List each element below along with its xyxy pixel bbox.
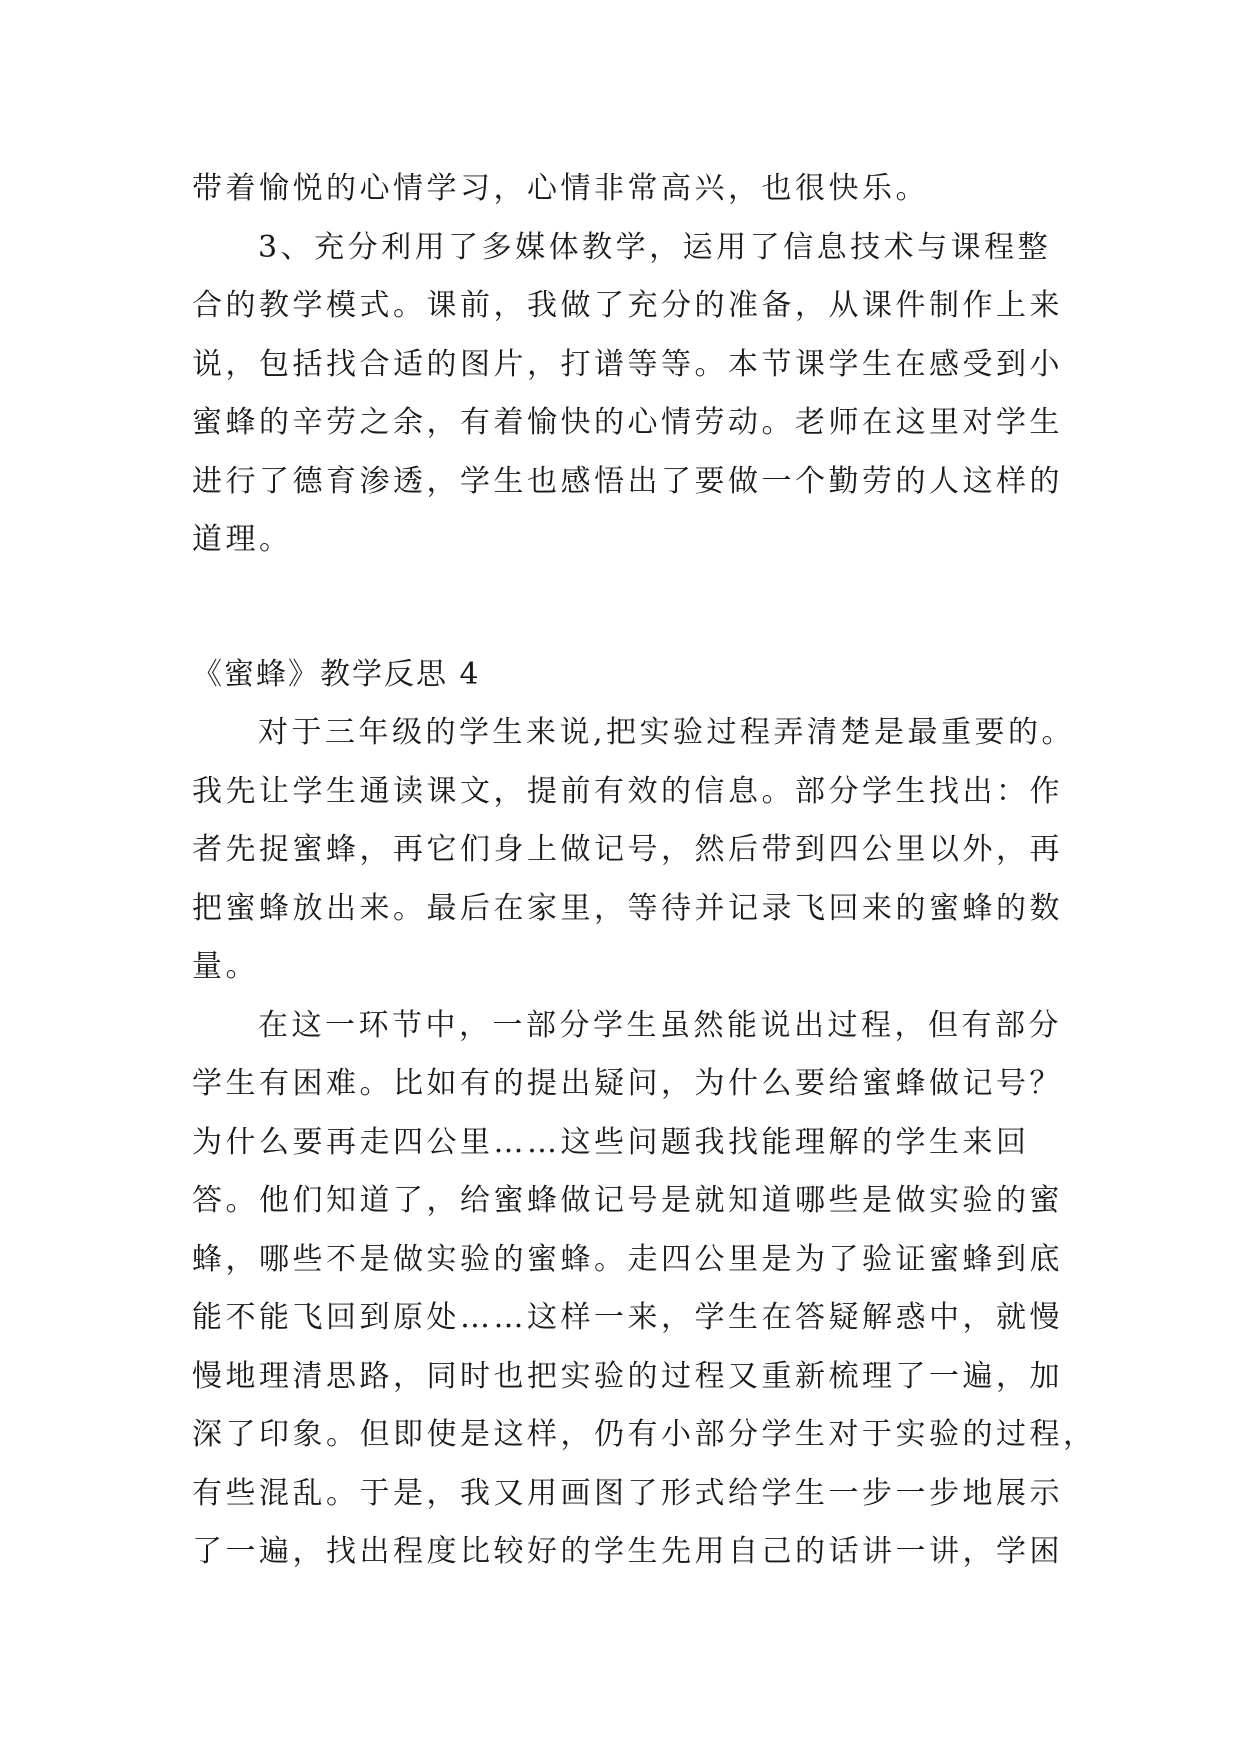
text-line: 进行了德育渗透，学生也感悟出了要做一个勤劳的人这样的 xyxy=(192,463,1063,499)
text-line: 在这一环节中，一部分学生虽然能说出过程，但有部分 xyxy=(258,1007,1062,1043)
paragraph-1 xyxy=(192,704,1076,997)
text-line: 蜜蜂的辛劳之余，有着愉快的心情劳动。老师在这里对学生 xyxy=(192,405,1063,440)
text-line: 学生有困难。比如有的提出疑问，为什么要给蜜蜂做记号？ xyxy=(192,1066,1063,1101)
text-line: 量。 xyxy=(192,949,259,984)
text-line: 深了印象。但即使是这样，仍有小部分学生对于实验的过程， xyxy=(192,1417,1097,1452)
text-line: 者先捉蜜蜂，再它们身上做记号，然后带到四公里以外，再 xyxy=(192,832,1063,867)
text-line: 带着愉悦的心情学习，心情非常高兴，也很快乐。 xyxy=(192,171,929,206)
text-line: 能不能飞回到原处……这样一来，学生在答疑解惑中，就慢 xyxy=(192,1300,1063,1335)
text-line: 慢地理清思路，同时也把实验的过程又重新梳理了一遍，加 xyxy=(192,1358,1063,1394)
text-line: 了一遍，找出程度比较好的学生先用自己的话讲一讲，学困 xyxy=(192,1534,1063,1569)
section-heading: 《蜜蜂》教学反思 4 xyxy=(192,656,481,692)
text-line: 蜂，哪些不是做实验的蜜蜂。走四公里是为了验证蜜蜂到底 xyxy=(192,1241,1063,1277)
text-line: 道理。 xyxy=(192,522,293,557)
text-line: 我先让学生通读课文，提前有效的信息。部分学生找出：作 xyxy=(192,773,1063,809)
text-line: 有些混乱。于是，我又用画图了形式给学生一步一步地展示 xyxy=(192,1475,1063,1511)
text-line: 为什么要再走四公里……这些问题我找能理解的学生来回 xyxy=(192,1124,1030,1160)
section-gap xyxy=(192,570,1056,646)
text-line: 对于三年级的学生来说,把实验过程弄清楚是最重要的。 xyxy=(258,715,1076,750)
previous-section-text xyxy=(192,160,1063,570)
text-line: 答。他们知道了，给蜜蜂做记号是就知道哪些是做实验的蜜 xyxy=(192,1183,1063,1218)
text-line: 说，包括找合适的图片，打谱等等。本节课学生在感受到小 xyxy=(192,346,1063,382)
text-line: 3、充分利用了多媒体教学，运用了信息技术与课程整 xyxy=(258,229,1052,265)
text-line: 把蜜蜂放出来。最后在家里，等待并记录飞回来的蜜蜂的数 xyxy=(192,890,1063,926)
text-line: 合的教学模式。课前，我做了充分的准备，从课件制作上来 xyxy=(192,288,1063,323)
document-page xyxy=(192,160,1097,1582)
paragraph-2 xyxy=(192,997,1097,1582)
